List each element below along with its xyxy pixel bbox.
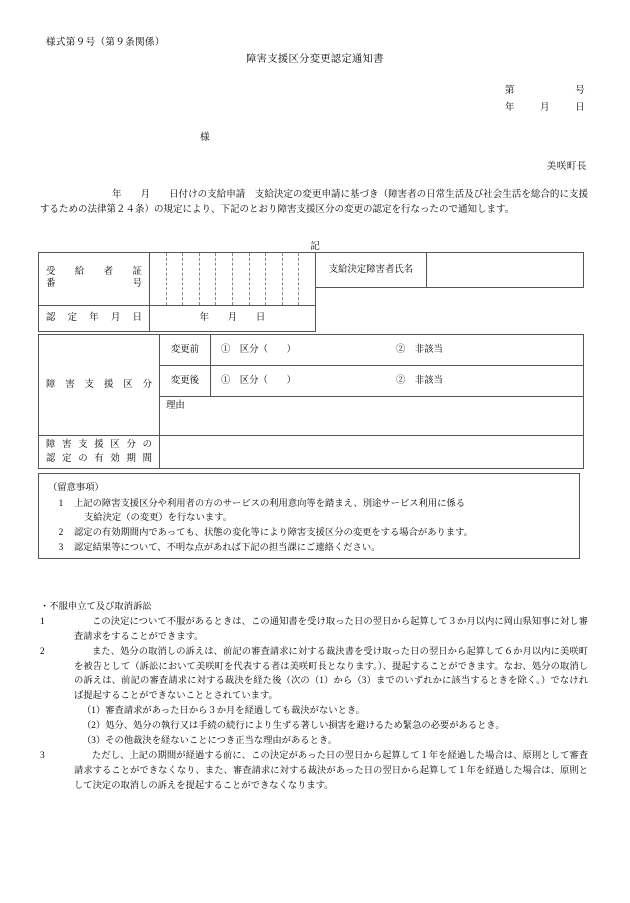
beneficiary-name-label: 支給決定障害者氏名	[328, 264, 414, 275]
classification-table	[38, 334, 584, 469]
before-option-1[interactable]: ① 区分（ ）	[221, 344, 297, 355]
document-title: 障害支援区分変更認定通知書	[246, 54, 384, 65]
certification-date-label-cell	[39, 305, 150, 331]
certification-date-label: 認定年月日	[46, 312, 142, 323]
before-change-row	[39, 335, 584, 366]
appeal-item-3	[40, 749, 588, 794]
appeal-subitem-2: （2）処分、処分の執行又は手続の続行により生ずる著しい損害を避けるため緊急の必要があるとき。	[82, 721, 505, 731]
before-change-option-row	[211, 343, 583, 357]
notes-heading: （留意事項）	[48, 483, 104, 493]
digit-cell[interactable]	[216, 253, 233, 305]
after-change-label: 変更後	[170, 375, 200, 386]
number-label: 第	[505, 86, 515, 96]
appeals-heading: ・不服申立て及び取消訴訟	[40, 602, 152, 612]
body-paragraph: 年 月 日付けの支給申請 支給決定の変更申請に基づき（障害者の日常生活及び社会生活を総合的に支援するための法律第２４条）の規定により、下記のとおり障害支援区分の変更の認定を行なったので通知します。	[40, 190, 588, 216]
recipient-number-input[interactable]	[150, 253, 316, 306]
note-item	[48, 526, 570, 541]
issuer-name: 美咲町長	[546, 161, 587, 172]
form-number: 様式第９号（第９条関係）	[46, 37, 165, 48]
digit-cell[interactable]	[250, 253, 267, 305]
ki-mark: 記	[310, 241, 320, 252]
recipient-number-label-cell	[39, 253, 150, 306]
classification-label: 障害支援区分	[46, 379, 152, 390]
recipient-number-row	[39, 253, 584, 288]
beneficiary-name-value[interactable]	[427, 253, 584, 288]
after-change-option-row	[211, 374, 583, 388]
after-change-options[interactable]	[211, 366, 584, 397]
validity-period-label-line2: 認定の有効期間	[46, 454, 152, 464]
document-date-row	[505, 101, 585, 115]
appeal-subitem-3: （3）その他裁決を経ないことにつき正当な理由があるとき。	[82, 735, 338, 746]
appeal-number-3: 3	[40, 750, 45, 761]
spacer-cell-c	[316, 305, 427, 331]
document-number-block	[505, 84, 585, 115]
appeal-text-2: また、処分の取消しの訴えは、前記の審査請求に対する裁決書を受け取った日の翌日から起算して６か月以内に美咲町を被告として（訴訟において美咲町を代表する者は美咲町長となります。）、提起することができます。なお、処分の取消しの訴えは、前記の審査請求に対する裁決を経た後（次の（1）から（3）までのいずれかに該当するときを除く。）でなければ提起することができないこととされています。	[74, 646, 588, 702]
before-change-label-cell	[160, 335, 211, 366]
digit-cell[interactable]	[200, 253, 217, 305]
date-year-label: 年	[505, 103, 515, 114]
appeal-subitem-1: （1）審査請求があった日から３か月を経過しても裁決がないとき。	[82, 706, 366, 717]
before-change-label: 変更前	[170, 344, 200, 355]
certification-date-text: 年 月 日	[199, 312, 266, 323]
document-number-row	[505, 84, 585, 98]
certification-date-row	[39, 305, 584, 331]
spacer-cell-a	[316, 288, 427, 306]
recipient-number-label-line2: 番 号	[46, 278, 142, 289]
appeal-number-1: 1	[40, 616, 45, 627]
number-unit: 号	[575, 86, 585, 96]
appeal-number-2: 2	[40, 646, 45, 657]
recipient-table	[38, 252, 584, 332]
before-option-2[interactable]: ② 非該当	[396, 344, 443, 355]
note-text: 認定の有効期間内であっても、状態の変化等により障害支援区分の変更をする場合があります。	[74, 528, 473, 539]
certification-date-value[interactable]	[150, 305, 316, 331]
date-month-label: 月	[540, 103, 550, 114]
reason-label: 理由	[166, 401, 185, 411]
appeal-item-2	[40, 645, 588, 705]
digit-cell[interactable]	[299, 253, 315, 305]
after-option-1[interactable]: ① 区分（ ）	[221, 375, 297, 386]
note-item	[48, 541, 570, 556]
after-change-label-cell	[160, 366, 211, 397]
before-change-options[interactable]	[211, 335, 584, 366]
reason-cell[interactable]	[160, 397, 584, 436]
digit-cell[interactable]	[233, 253, 250, 305]
recipient-number-label-line1: 受給者証	[46, 267, 142, 278]
note-number: 1	[58, 498, 64, 509]
validity-period-label-cell	[39, 436, 160, 469]
digit-cell[interactable]	[283, 253, 300, 305]
after-option-2[interactable]: ② 非該当	[396, 375, 443, 386]
digit-cell[interactable]	[167, 253, 184, 305]
validity-period-row	[39, 436, 584, 469]
addressee-honorific: 様	[200, 132, 210, 143]
spacer-cell-d	[427, 305, 584, 331]
note-item	[48, 497, 570, 512]
appeal-text-3: ただし、上記の期間が経過する前に、この決定があった日の翌日から起算して１年を経過した場合は、原則として審査請求することができなくなり、また、審査請求に対する裁決があった日の翌日から起算して１年を経過した場合は、原則として決定の取消しの訴えを提起することができなくなります。	[74, 750, 588, 791]
appeals-section	[40, 600, 588, 793]
note-number: 2	[58, 528, 64, 539]
classification-label-cell	[39, 335, 160, 436]
note-text: 上記の障害支援区分や利用者の方のサービスの利用意向等を踏まえ、別途サービス利用に係る	[74, 498, 466, 509]
date-day-label: 日	[575, 103, 585, 114]
recipient-number-digit-grid[interactable]	[150, 253, 315, 305]
appeal-item-1	[40, 615, 588, 645]
note-text: 認定結果等について、不明な点があれば下記の担当課にご連絡ください。	[74, 542, 381, 553]
beneficiary-name-label-cell	[316, 253, 427, 288]
digit-cell[interactable]	[266, 253, 283, 305]
appeal-text-1: この決定について不服があるときは、この通知書を受け取った日の翌日から起算して３か月以内に岡山県知事に対し審査請求をすることができます。	[74, 616, 588, 642]
spacer-cell-b	[427, 288, 584, 306]
digit-cell[interactable]	[183, 253, 200, 305]
notes-box	[38, 473, 580, 559]
validity-period-value[interactable]	[160, 436, 584, 469]
digit-cell[interactable]	[150, 253, 167, 305]
note-continuation: 支給決定（の変更）を行ないます。	[84, 513, 233, 524]
validity-period-label-line1: 障害支援区分の	[46, 439, 152, 450]
note-number: 3	[58, 542, 64, 553]
